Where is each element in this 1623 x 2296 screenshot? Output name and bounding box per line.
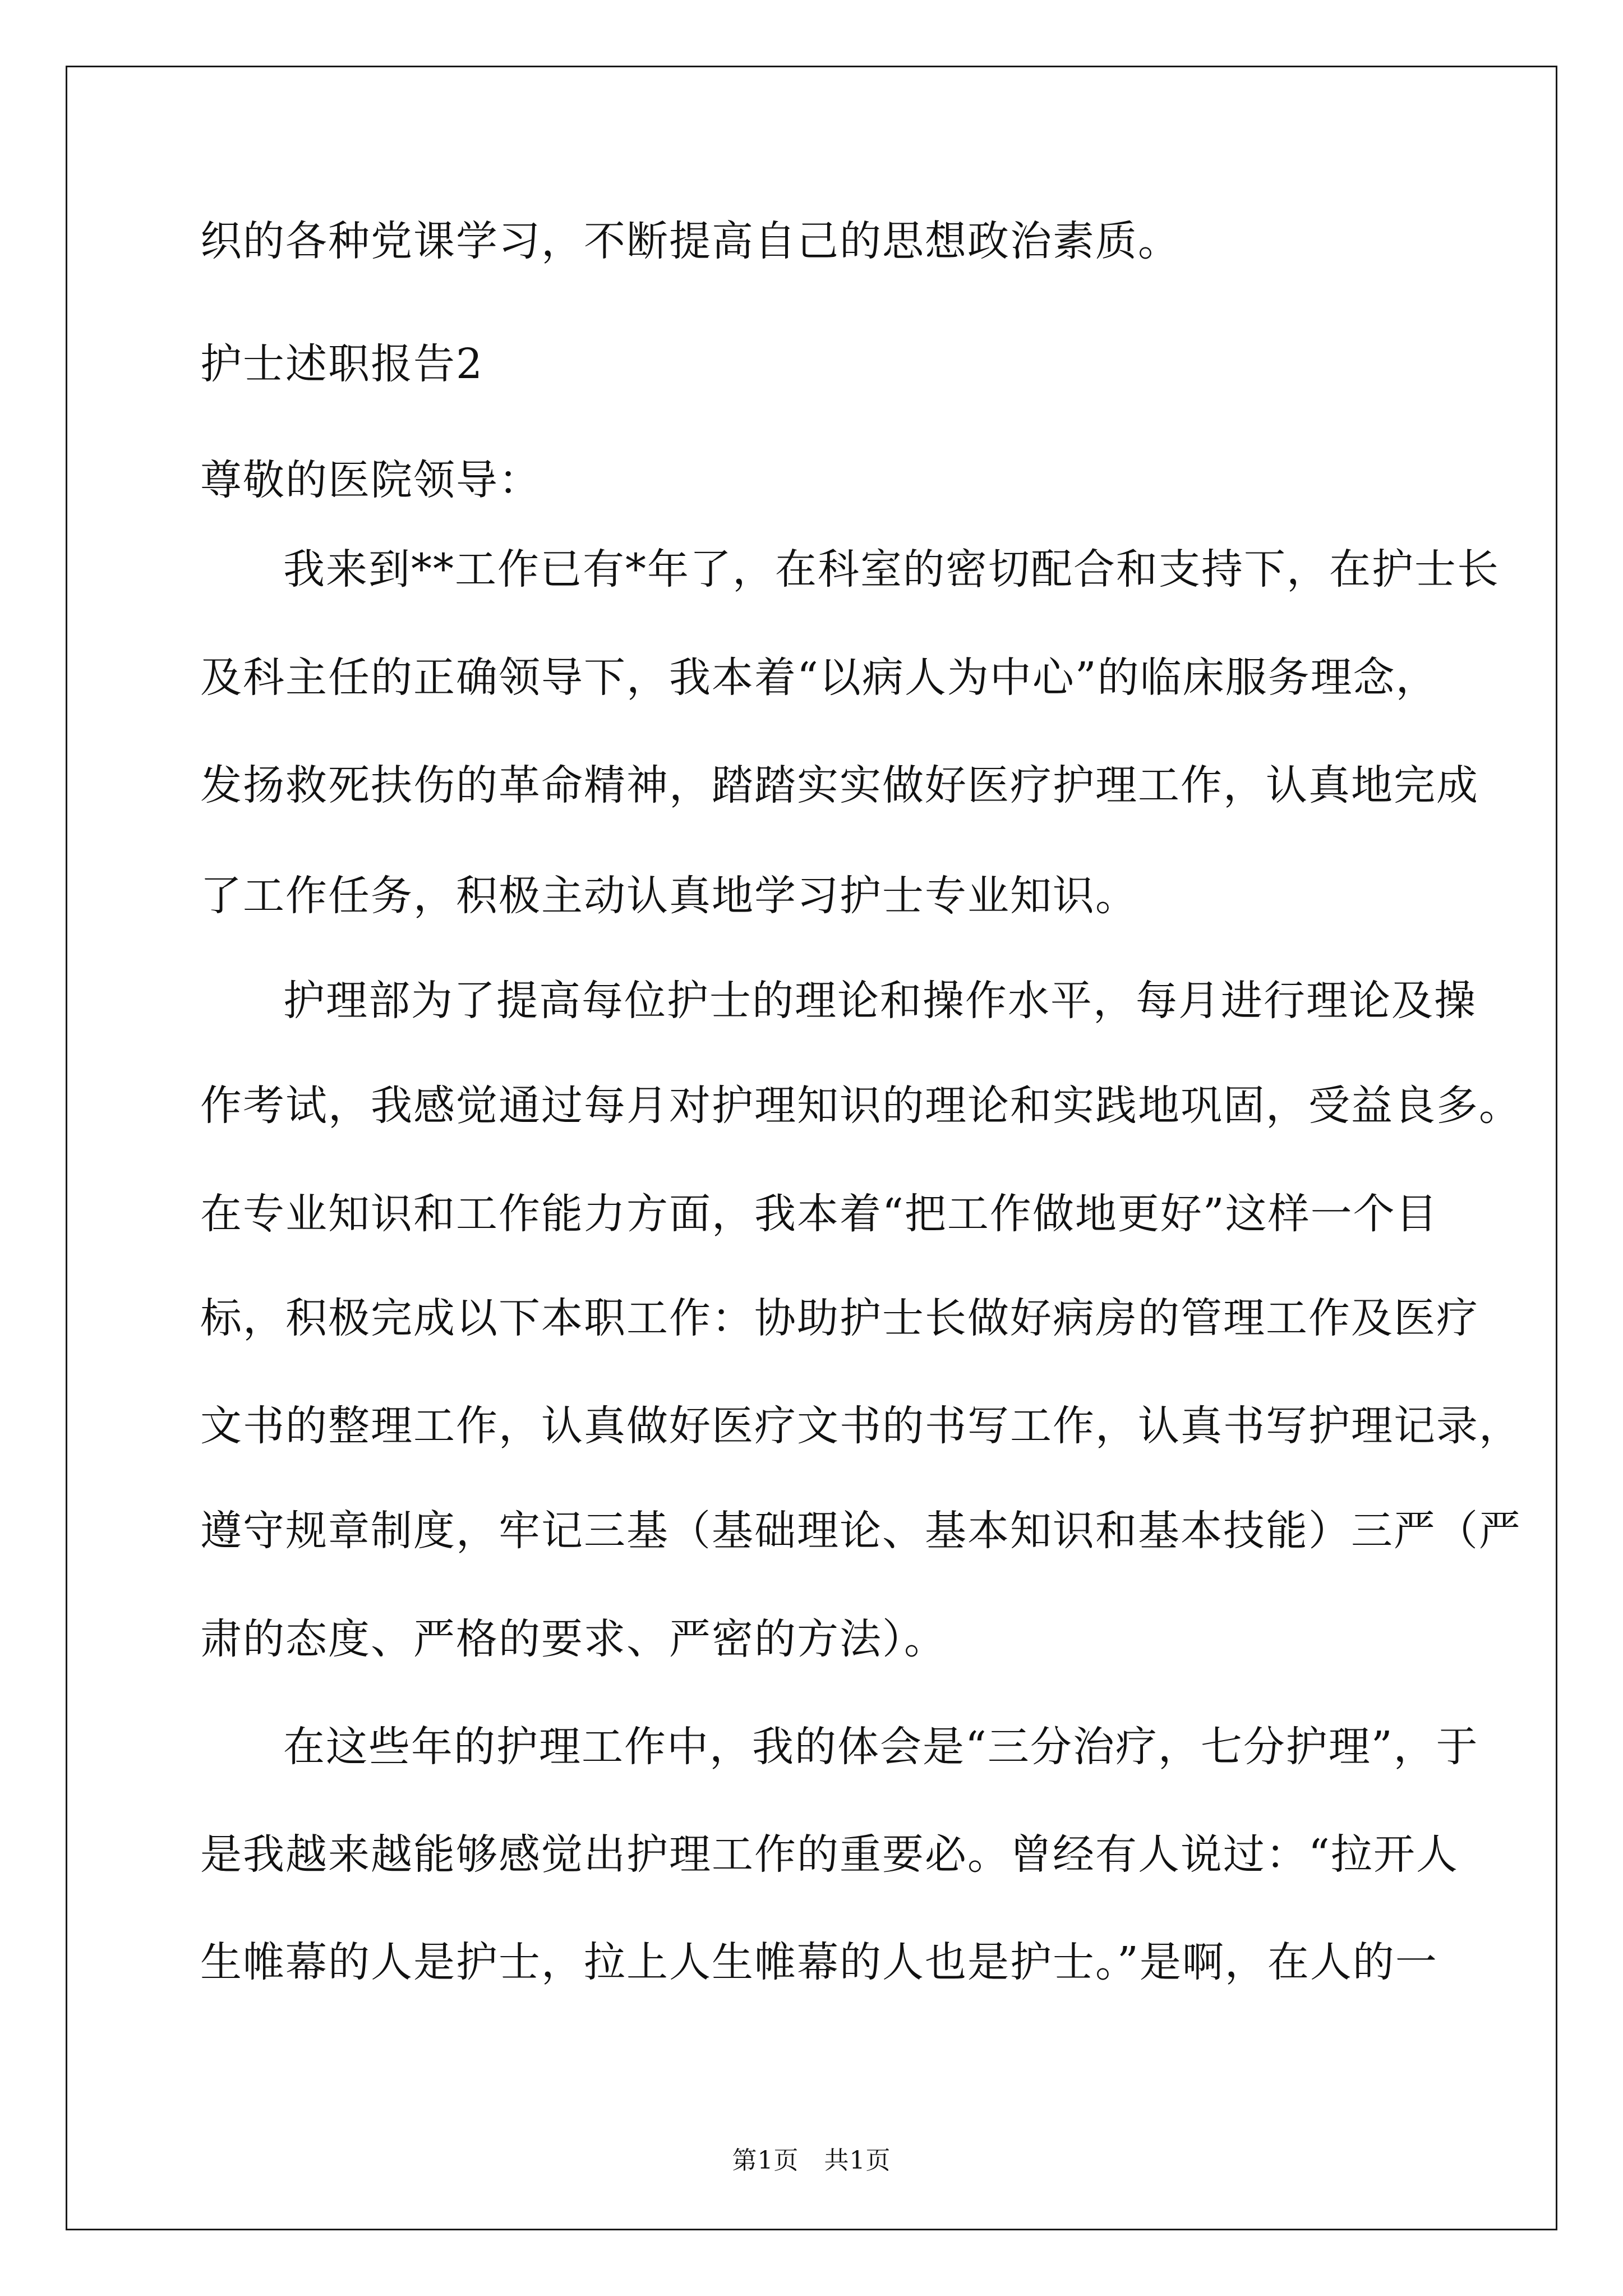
body-line-11: 标，积极完成以下本职工作：协助护士长做好病房的管理工作及医疗	[200, 1294, 1479, 1342]
body-line-7: 了工作任务，积极主动认真地学习护士专业知识。	[200, 872, 1138, 920]
body-line-9: 作考试，我感觉通过每月对护理知识的理论和实践地巩固，受益良多。	[200, 1082, 1521, 1130]
salutation: 尊敬的医院领导：	[200, 456, 541, 504]
body-line-5: 及科主任的正确领导下，我本着“以病人为中心”的临床服务理念，	[200, 654, 1438, 702]
body-line-16: 是我越来越能够感觉出护理工作的重要必。曾经有人说过：“拉开人	[200, 1830, 1459, 1879]
body-line-17: 生帷幕的人是护士，拉上人生帷幕的人也是护士。”是啊，在人的一	[200, 1938, 1438, 1986]
section-heading: 护士述职报告2	[200, 340, 484, 388]
body-line-10: 在专业知识和工作能力方面，我本着“把工作做地更好”这样一个目	[200, 1190, 1438, 1238]
body-line-4: 我来到**工作已有*年了，在科室的密切配合和支持下，在护士长	[283, 545, 1500, 593]
body-line-12: 文书的整理工作，认真做好医疗文书的书写工作，认真书写护理记录，	[200, 1402, 1521, 1450]
page-footer: 第1页 共1页	[732, 2146, 891, 2175]
body-line-8: 护理部为了提高每位护士的理论和操作水平，每月进行理论及操	[283, 977, 1477, 1025]
body-line-1: 织的各种党课学习，不断提高自己的思想政治素质。	[200, 217, 1181, 265]
body-line-14: 肃的态度、严格的要求、严密的方法）。	[200, 1615, 947, 1663]
body-line-15: 在这些年的护理工作中，我的体会是“三分治疗，七分护理”，于	[283, 1723, 1479, 1771]
body-line-6: 发扬救死扶伤的革命精神，踏踏实实做好医疗护理工作，认真地完成	[200, 761, 1479, 809]
body-line-13: 遵守规章制度，牢记三基（基础理论、基本知识和基本技能）三严（严	[200, 1507, 1521, 1555]
page-border	[66, 66, 1557, 2230]
